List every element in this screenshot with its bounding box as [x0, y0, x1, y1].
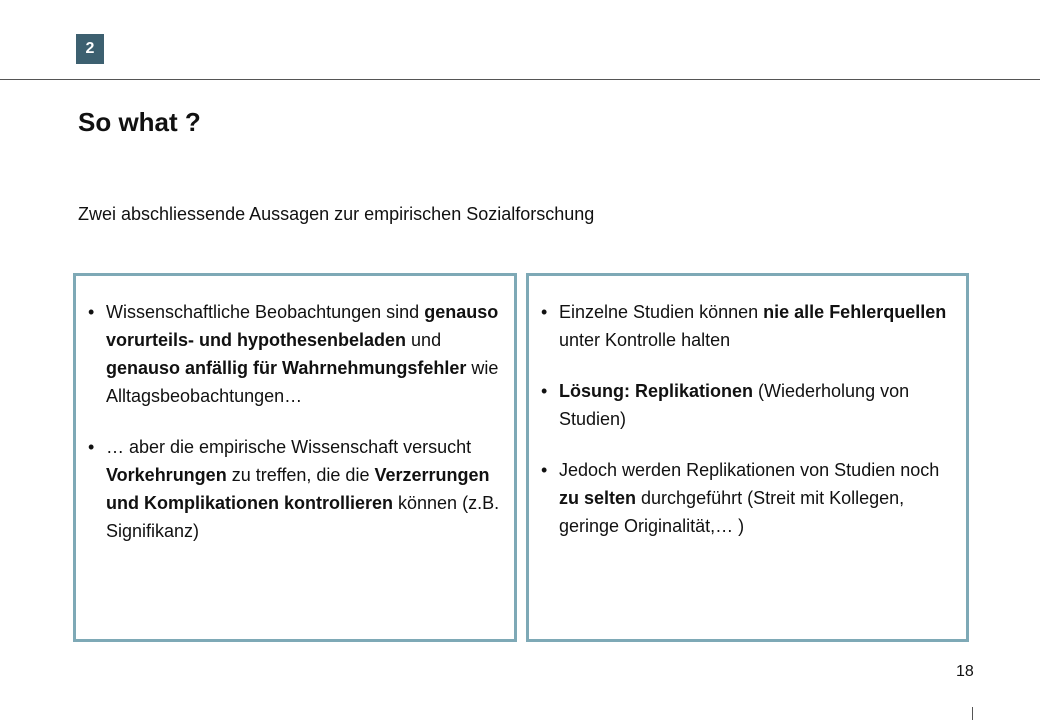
page-title: So what ? — [78, 107, 201, 137]
bullet-emphasis: genauso vorurteils- und hypothesenbeladen — [106, 302, 499, 350]
left-statement-panel — [73, 273, 517, 642]
bullet-emphasis: Lösung: Replikationen — [559, 381, 754, 401]
page-number: 18 — [956, 663, 974, 680]
bullet-text: durchgeführt (Streit mit Kollegen, geringe Originalität,… ) — [559, 488, 905, 536]
slide-subtitle: Zwei abschliessende Aussagen zur empirischen Sozialforschung — [78, 204, 595, 224]
bullet-text: unter Kontrolle halten — [559, 330, 731, 350]
bullet-emphasis: Verzerrungen und Komplikationen kontrollieren — [106, 465, 490, 513]
bullet-emphasis: genauso anfällig für Wahrnehmungsfehler — [106, 358, 467, 378]
bullet-text: Einzelne Studien können — [559, 302, 764, 322]
bullet-item — [537, 298, 954, 354]
bullet-text: Wissenschaftliche Beobachtungen sind — [106, 302, 425, 322]
bullet-text: und — [406, 330, 442, 350]
bullet-text: … aber die empirische Wissenschaft versucht — [106, 437, 472, 457]
bullet-item — [537, 456, 954, 540]
bullet-text: können (z.B. Signifikanz) — [106, 493, 500, 541]
bullet-item — [84, 298, 502, 410]
bullet-text: Jedoch werden Replikationen von Studien noch — [559, 460, 940, 480]
bullet-emphasis: nie alle Fehlerquellen — [763, 302, 947, 322]
bullet-item — [537, 377, 954, 433]
footer-divider — [972, 707, 973, 720]
bullet-text: zu treffen, die die — [226, 465, 375, 485]
bullet-text: wie Alltagsbeobachtungen… — [106, 358, 499, 406]
header-divider — [0, 79, 1040, 80]
bullet-text: (Wiederholung von Studien) — [559, 381, 910, 429]
section-badge: 2 — [76, 34, 104, 64]
bullet-item — [84, 433, 502, 545]
bullet-emphasis: Vorkehrungen — [106, 465, 227, 485]
right-bullet-list — [537, 298, 954, 563]
right-statement-panel — [526, 273, 969, 642]
left-bullet-list — [84, 298, 502, 568]
bullet-emphasis: zu selten — [559, 488, 637, 508]
